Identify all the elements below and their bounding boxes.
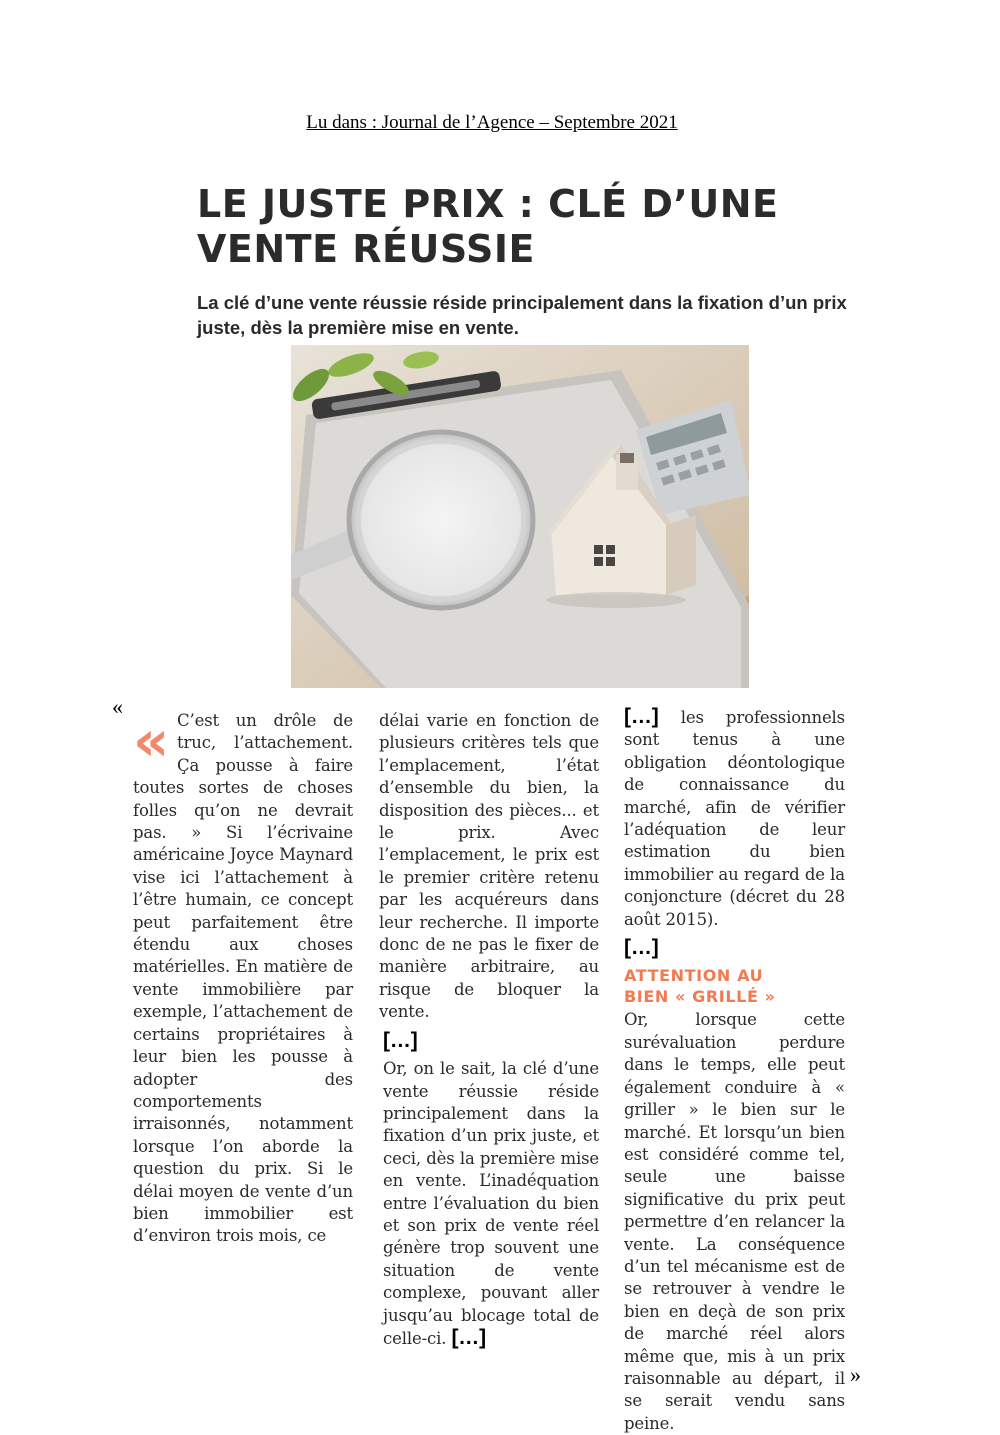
article-photo <box>291 345 749 688</box>
section-subheading <box>624 965 845 1007</box>
article-column-2 <box>379 710 599 1350</box>
headline-line-2: VENTE RÉUSSIE <box>197 227 535 271</box>
column-2-text-1: délai varie en fonction de plusieurs critères tels que l’emplacement, l’état d’ensemble du bien, la disposition des pièces... et le prix. Avec l’emplacement, le prix est le premier critère retenu par les acquéreurs dans leur recherche. Il importe donc de ne pas le fixer de manière arbitraire, au risque de bloquer la vente. <box>379 711 599 1022</box>
ellipsis-marker: […] <box>383 1028 418 1052</box>
house-magnifier-illustration <box>291 345 749 688</box>
subheading-line-2: BIEN « GRILLÉ » <box>624 987 776 1007</box>
column-2-text-2: Or, on le sait, la clé d’une vente réussie réside principalement dans la fixation d’un prix juste, et ceci, dès la première mise en vente. L’inadéquation entre l’évaluation du bien et son prix de vente réel génère trop souvent une situation de vente complexe, pouvant aller jusqu’au blocage total de celle-ci. <box>383 1059 599 1348</box>
ellipsis-marker: […] <box>451 1325 486 1349</box>
article-column-1 <box>133 710 353 1248</box>
drop-quote-icon: « <box>133 709 170 774</box>
column-3-text-1: les professionnels sont tenus à une obligation déontologique de connaissance du marché, afin de vérifier l’adéquation de leur estimation du bien immobilier au regard de la conjoncture (décret du 28 août 2015). <box>624 708 845 929</box>
article-headline <box>197 182 857 272</box>
headline-line-1: LE JUSTE PRIX : CLÉ D’UNE <box>197 182 779 226</box>
open-quote-mark: « <box>112 694 123 719</box>
close-quote-mark: » <box>850 1362 861 1387</box>
column-3-text-2: Or, lorsque cette surévaluation perdure dans le temps, elle peut également conduire à « griller » le bien sur le marché. Et lorsqu’un bien est considéré comme tel, seule une baisse significative du prix peut permettre d’en relancer la vente. La conséquence d’un tel mécanisme est de se retrouver à vendre le bien en deçà de son prix de marché réel alors même que, mis à un prix raisonnable au départ, il se serait vendu sans peine. <box>624 1010 845 1433</box>
subheading-line-1: ATTENTION AU <box>624 966 764 986</box>
ellipsis-marker: […] <box>624 936 659 960</box>
article-column-3 <box>624 706 845 1435</box>
column-1-text: C’est un drôle de truc, l’attachement. Ça pousse à faire toutes sortes de choses folles qu’on ne devrait pas. » Si l’écrivaine américaine Joyce Maynard vise ici l’attachement à l’être humain, ce concept peut parfaitement être étendu aux choses matérielles. En matière de vente immobilière par exemple, l’attachement de certains propriétaires à leur bien les pousse à adopter des comportements irraisonnés, notamment lorsque l’on aborde la question du prix. Si le délai moyen de vente d’un bien immobilier est d’environ trois mois, ce <box>133 711 353 1246</box>
article-lead: La clé d’une vente réussie réside principalement dans la fixation d’un prix juste, dès la première mise en vente. <box>197 292 847 338</box>
ellipsis-marker: […] <box>624 705 659 728</box>
source-line: Lu dans : Journal de l’Agence – Septembre 2021 <box>306 112 678 133</box>
